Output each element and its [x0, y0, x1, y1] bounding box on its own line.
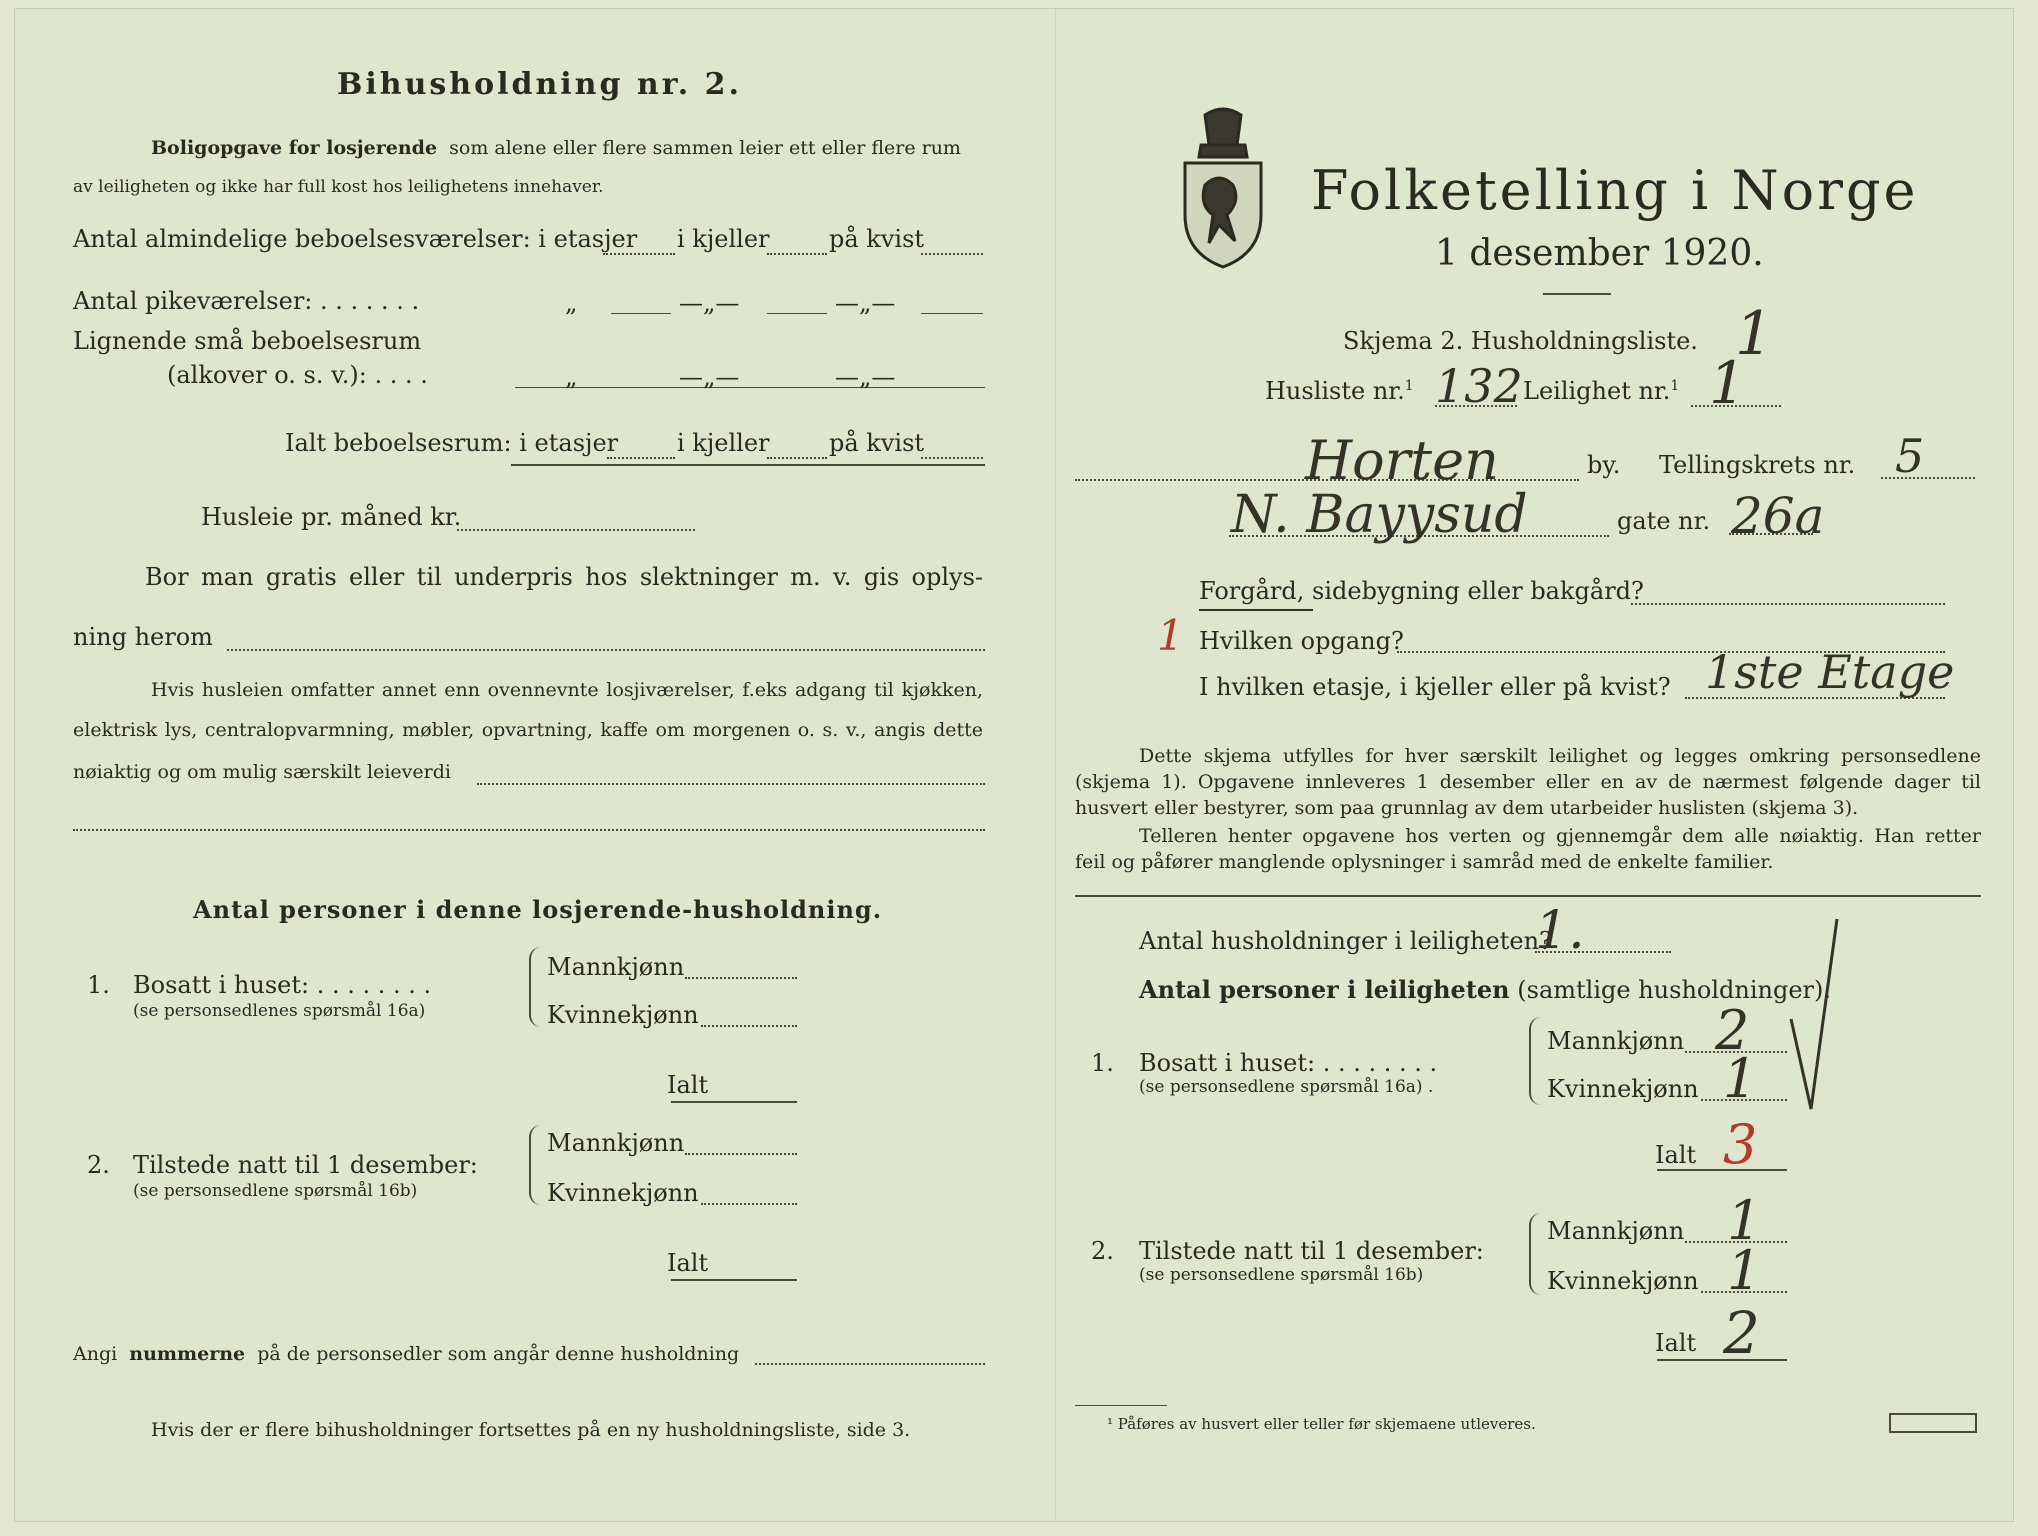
- tellingskrets-label: Tellingskrets nr.: [1659, 451, 1856, 479]
- leilighet-sup: 1: [1670, 378, 1680, 394]
- leilighet-value[interactable]: 1: [1709, 349, 1746, 417]
- footnote-rule: [1075, 1405, 1167, 1406]
- instructions-rule: [1075, 895, 1981, 897]
- right-q2-sub: (se personsedlene spørsmål 16b): [1139, 1265, 1424, 1285]
- rooms-label: Antal almindelige beboelsesværelser: i etasjer: [73, 225, 638, 253]
- by-value[interactable]: Horten: [1305, 429, 1499, 492]
- pike-ditto: „: [565, 289, 578, 317]
- pike-label: Antal pikeværelser: . . . . . . .: [73, 287, 420, 315]
- pike-ditto-3: —„—: [835, 289, 896, 317]
- hvis-line-1: Hvis husleien omfatter annet enn ovennevnte losjiværelser, f.eks adgang til kjøkken,: [151, 679, 983, 701]
- skjema-label: Skjema 2. Husholdningsliste.: [1343, 327, 1698, 355]
- intro-bold: Boligopgave for losjerende: [151, 137, 438, 159]
- hvis-line-3: nøiaktig og om mulig særskilt leieverdi: [73, 761, 451, 783]
- left-persons-title: Antal personer i denne losjerende-husholdning.: [193, 895, 883, 924]
- right-q2-kvinne-label: Kvinnekjønn: [1547, 1267, 1699, 1295]
- right-q2-mann-label: Mannkjønn: [1547, 1217, 1685, 1245]
- skjema-value[interactable]: 1: [1735, 299, 1774, 369]
- right-q1-ialt-field[interactable]: [1657, 1169, 1787, 1171]
- title-rule: [1543, 293, 1611, 295]
- right-q1-kvinne-value[interactable]: 1: [1723, 1047, 1758, 1110]
- census-form: [14, 8, 2014, 1522]
- leilighet-label-text: Leilighet nr.: [1523, 377, 1671, 405]
- lign-label-2: (alkover o. s. v.): . . . .: [167, 361, 428, 389]
- etasje-label: I hvilken etasje, i kjeller eller på kvist?: [1199, 673, 1671, 701]
- rooms-kvist-field[interactable]: [921, 253, 983, 255]
- ialt-kvist-field[interactable]: [921, 457, 983, 459]
- gate-value[interactable]: N. Bayysud: [1231, 485, 1528, 545]
- opgang-label: Hvilken opgang?: [1199, 627, 1404, 655]
- forgaard-underline: [1199, 609, 1313, 611]
- left-q2-ialt-label: Ialt: [667, 1249, 709, 1277]
- left-title: Bihusholdning nr. 2.: [337, 67, 742, 102]
- right-q2-kvinne-value[interactable]: 1: [1727, 1239, 1762, 1302]
- forgaard-label: Forgård, sidebygning eller bakgård?: [1199, 577, 1644, 605]
- left-q1-mann-label: Mannkjønn: [547, 953, 685, 981]
- footnote: ¹ Påføres av husvert eller teller før skjemaene utleveres.: [1107, 1415, 1536, 1433]
- husliste-value[interactable]: 132: [1435, 359, 1523, 413]
- right-q2-ialt-label: Ialt: [1655, 1329, 1697, 1357]
- leieverdi-field-2[interactable]: [73, 829, 985, 831]
- left-q2-label: Tilstede natt til 1 desember:: [133, 1151, 478, 1179]
- husleie-label: Husleie pr. måned kr.: [201, 503, 462, 531]
- lign-line: [515, 387, 985, 388]
- right-q1-ialt-label: Ialt: [1655, 1141, 1697, 1169]
- ialt-rooms-label: Ialt beboelsesrum: i etasjer: [285, 429, 619, 457]
- pike-line-1: [611, 313, 671, 314]
- leilighet-label: [1523, 377, 1679, 405]
- gratis-line-1: Bor man gratis eller til underpris hos slektninger m. v. gis oplys-: [145, 563, 983, 591]
- gratis-field[interactable]: [227, 649, 985, 651]
- left-q2-sub: (se personsedlene spørsmål 16b): [133, 1181, 418, 1201]
- instr2-l1: Telleren henter opgavene hos verten og gjennemgår dem alle nøiaktig. Han retter: [1139, 825, 1981, 847]
- right-q2-mann-value[interactable]: 1: [1727, 1189, 1762, 1252]
- forgaard-field[interactable]: [1631, 603, 1945, 605]
- rooms-etasjer-field[interactable]: [603, 253, 675, 255]
- right-q2-brace: [1529, 1213, 1541, 1295]
- coat-of-arms-icon: [1175, 105, 1271, 271]
- rooms-kjeller-field[interactable]: [767, 253, 827, 255]
- hush-value[interactable]: 1.: [1535, 901, 1585, 961]
- right-q1-brace: [1529, 1017, 1541, 1105]
- left-q1-brace: [529, 947, 541, 1027]
- left-q2-ialt-field[interactable]: [671, 1279, 797, 1281]
- instr2-l2: feil og påfører manglende oplysninger i samråd med de enkelte familier.: [1075, 851, 1774, 873]
- printer-stamp: [1889, 1413, 1977, 1433]
- angi-field[interactable]: [755, 1363, 985, 1365]
- left-q2-brace: [529, 1125, 541, 1205]
- gate-label: gate nr.: [1617, 507, 1711, 535]
- left-q1-label: Bosatt i huset: . . . . . . . .: [133, 971, 432, 999]
- lign-ditto: „: [565, 363, 578, 391]
- lign-label-1: Lignende små beboelsesrum: [73, 327, 422, 355]
- ialt-kjeller-label: i kjeller: [677, 429, 770, 457]
- right-date: 1 desember 1920.: [1435, 233, 1764, 274]
- angi-line: [73, 1343, 739, 1365]
- right-q2-num: 2.: [1091, 1237, 1114, 1265]
- pike-line-2: [767, 313, 827, 314]
- lign-ditto-3: —„—: [835, 363, 896, 391]
- angi-rest: på de personsedler som angår denne husholdning: [257, 1343, 740, 1365]
- ialt-etasjer-field[interactable]: [607, 457, 675, 459]
- etasje-value[interactable]: 1ste Etage: [1705, 645, 1955, 699]
- instr1-l2: (skjema 1). Opgavene innleveres 1 desember eller en av de nærmest følgende dager til: [1075, 771, 1981, 793]
- right-persons-rest: (samtlige husholdninger).: [1517, 976, 1832, 1004]
- husliste-label-text: Husliste nr.: [1265, 377, 1405, 405]
- intro-line-2: av leiligheten og ikke har full kost hos leilighetens innehaver.: [73, 177, 604, 197]
- left-q1-kvinne-field[interactable]: [701, 1025, 797, 1027]
- right-q1-mann-value[interactable]: 2: [1715, 999, 1750, 1062]
- left-q1-mann-field[interactable]: [685, 977, 797, 979]
- tellingskrets-value[interactable]: 5: [1895, 429, 1925, 483]
- leieverdi-field[interactable]: [477, 783, 985, 785]
- instr1-l1: Dette skjema utfylles for hver særskilt leilighet og legges omkring personsedlene: [1139, 745, 1981, 767]
- left-q2-kvinne-field[interactable]: [701, 1203, 797, 1205]
- right-q2-ialt-field[interactable]: [1657, 1359, 1787, 1361]
- right-q2-label: Tilstede natt til 1 desember:: [1139, 1237, 1484, 1265]
- right-q1-mann-label: Mannkjønn: [1547, 1027, 1685, 1055]
- intro-rest: som alene eller flere sammen leier ett eller flere rum: [449, 137, 961, 159]
- husliste-sup: 1: [1404, 378, 1414, 394]
- left-q2-mann-field[interactable]: [685, 1153, 797, 1155]
- opgang-mark: 1: [1157, 611, 1184, 660]
- gratis-line-2: ning herom: [73, 623, 213, 651]
- right-persons-bold: Antal personer i leiligheten: [1139, 975, 1510, 1004]
- hvis-line-2: elektrisk lys, centralopvarmning, møbler, opvartning, kaffe om morgenen o. s. v., angis dette: [73, 719, 983, 741]
- right-q1-sub: (se personsedlene spørsmål 16a) .: [1139, 1077, 1434, 1097]
- left-q2-mann-label: Mannkjønn: [547, 1129, 685, 1157]
- left-q2-num: 2.: [87, 1151, 110, 1179]
- gate-nr-value[interactable]: 26a: [1731, 487, 1825, 545]
- left-q1-kvinne-label: Kvinnekjønn: [547, 1001, 699, 1029]
- ialt-rule: [511, 464, 985, 466]
- left-q2-kvinne-label: Kvinnekjønn: [547, 1179, 699, 1207]
- left-footer: Hvis der er flere bihusholdninger fortsettes på en ny husholdningsliste, side 3.: [151, 1419, 911, 1441]
- husleie-field[interactable]: [457, 529, 695, 531]
- ialt-kjeller-field[interactable]: [767, 457, 827, 459]
- by-label: by.: [1587, 451, 1621, 479]
- husliste-label: [1265, 377, 1414, 405]
- check-mark-icon: [1785, 909, 1845, 1119]
- hush-label: Antal husholdninger i leiligheten?: [1139, 927, 1552, 955]
- angi-bold: nummerne: [129, 1343, 246, 1365]
- instr1-l3: husvert eller bestyrer, som paa grunnlag av dem utarbeider huslisten (skjema 3).: [1075, 797, 1859, 819]
- rooms-kjeller-label: i kjeller: [677, 225, 770, 253]
- right-q1-label: Bosatt i huset: . . . . . . . .: [1139, 1049, 1438, 1077]
- pike-line-3: [921, 313, 983, 314]
- right-q1-num: 1.: [1091, 1049, 1114, 1077]
- left-q1-ialt-label: Ialt: [667, 1071, 709, 1099]
- left-q1-num: 1.: [87, 971, 110, 999]
- right-q2-ialt-value[interactable]: 2: [1723, 1299, 1760, 1367]
- rooms-kvist-label: på kvist: [829, 225, 925, 253]
- ialt-kvist-label: på kvist: [829, 429, 925, 457]
- left-q1-ialt-field[interactable]: [671, 1101, 797, 1103]
- right-title: Folketelling i Norge: [1311, 159, 1919, 222]
- intro-line-1: [151, 137, 961, 159]
- right-q1-kvinne-label: Kvinnekjønn: [1547, 1075, 1699, 1103]
- left-q1-sub: (se personsedlenes spørsmål 16a): [133, 1001, 426, 1021]
- angi-pre: Angi: [73, 1343, 118, 1365]
- pike-ditto-2: —„—: [679, 289, 740, 317]
- lign-ditto-2: —„—: [679, 363, 740, 391]
- right-q1-ialt-value[interactable]: 3: [1723, 1113, 1758, 1176]
- page-fold: [1055, 9, 1056, 1521]
